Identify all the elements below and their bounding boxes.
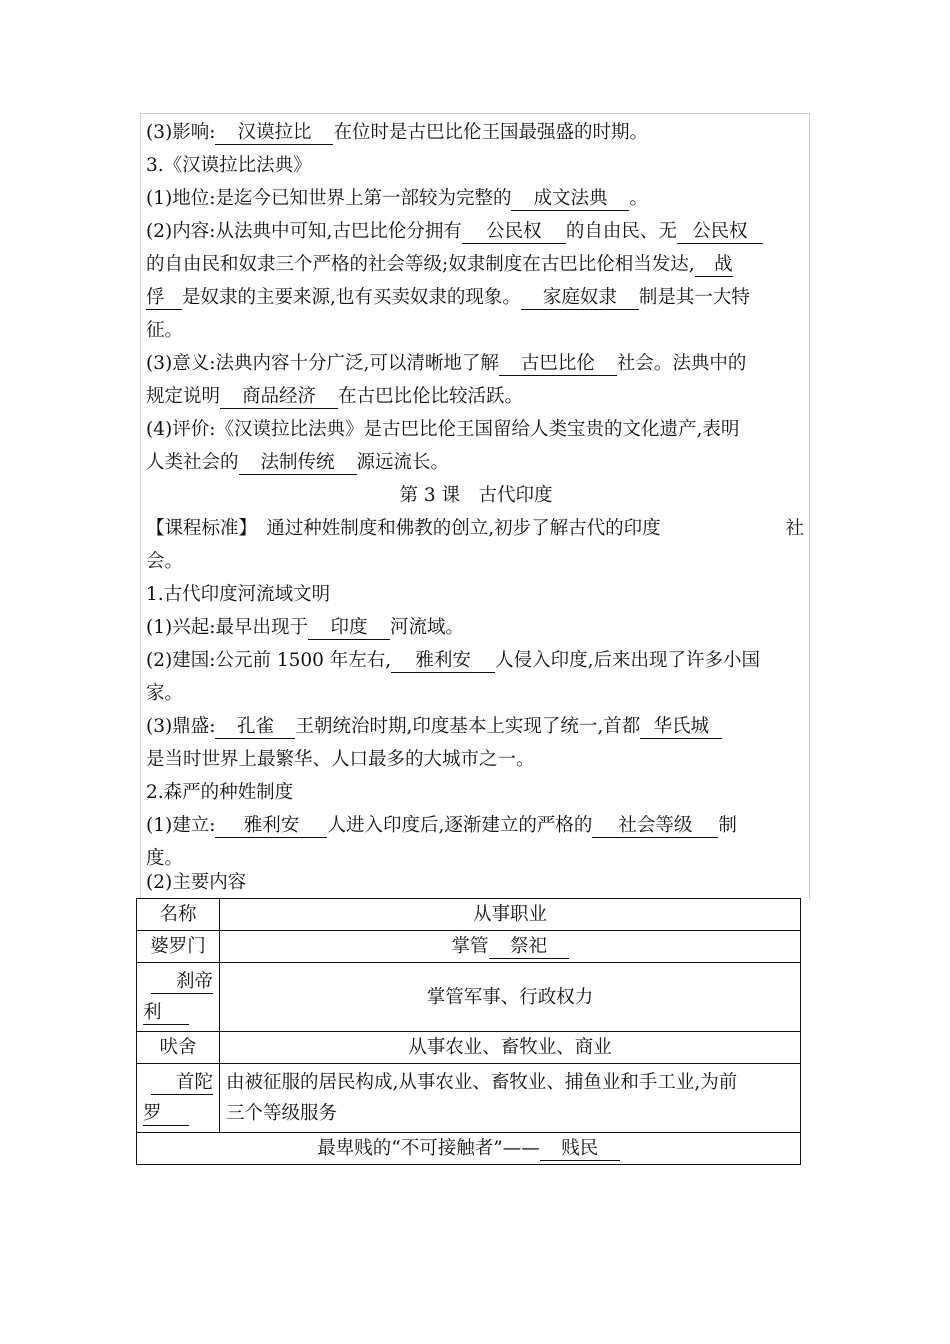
caste-job: 由被征服的居民构成,从事农业、畜牧业、捕鱼业和手工业,为前 三个等级服务 [220,1064,801,1133]
table-row [137,1032,801,1064]
line-evaluation: (4)评价:《汉谟拉比法典》是古巴比伦王国留给人类宝贵的文化遗产,表明 [146,419,740,440]
answer-blank: 法制传统 [239,452,357,475]
line-establish: (1)建立: 雅利安 人进入印度后,逐渐建立的严格的 社会等级 制 [146,815,737,836]
line-rise: (1)兴起:最早出现于 印度 河流域。 [146,617,464,638]
table-row [137,963,801,1032]
caste-name: 首陀 罗 [137,1064,220,1133]
line-establish-2: 度。 [146,848,184,869]
line-influence: (3)影响: 汉谟拉比 在位时是古巴比伦王国最强盛的时期。 [146,122,648,143]
table-footer-row [137,1133,801,1165]
line-founding: (2)建国:公元前 1500 年左右, 雅利安 人侵入印度,后来出现了许多小国 [146,650,761,671]
course-standard-2: 会。 [146,551,184,572]
answer-blank: 公民权 [677,221,763,244]
line-evaluation-2: 人类社会的 法制传统 源远流长。 [146,452,450,473]
answer-blank: 贱民 [540,1138,620,1161]
answer-blank: 雅利安 [215,815,327,838]
caste-name: 刹帝 利 [137,963,220,1032]
answer-blank: 祭祀 [489,936,569,959]
caste-name: 婆罗门 [137,931,220,963]
line-peak: (3)鼎盛: 孔雀 王朝统治时期,印度基本上实现了统一,首都 华氏城 [146,715,806,739]
answer-blank: 公民权 [462,221,566,244]
line-peak-2: 是当时世界上最繁华、人口最多的大城市之一。 [146,749,535,770]
line-significance-2: 规定说明 商品经济 在古巴比伦比较活跃。 [146,386,524,407]
caste-job: 掌管 祭祀 [220,931,801,963]
lesson-title: 第 3 课 古代印度 [399,485,553,506]
caste-name: 吠舍 [137,1032,220,1064]
table-header-row [137,899,801,931]
answer-blank: 雅利安 [391,650,495,673]
line-significance: (3)意义:法典内容十分广泛,可以清晰地了解 古巴比伦 社会。法典中的 [146,353,747,374]
answer-blank: 俘 [146,287,182,310]
line-content-2: 的自由民和奴隶三个严格的社会等级;奴隶制度在古巴比伦相当发达, 战 [146,254,733,275]
line-content-3: 俘 是奴隶的主要来源,也有买卖奴隶的现象。 家庭奴隶 制是其一大特 [146,287,750,308]
line-founding-2: 家。 [146,683,184,704]
line-main-content: (2)主要内容 [146,872,247,893]
answer-blank: 战 [695,254,733,277]
section-heading: 2.森严的种姓制度 [146,782,294,803]
untouchables: 最卑贱的“不可接触者”—— 贱民 [137,1133,801,1165]
answer-blank: 印度 [308,617,390,640]
line-content-4: 征。 [146,320,184,341]
answer-blank: 社会等级 [592,815,718,838]
line-content: (2)内容:从法典中可知,古巴比伦分拥有 公民权 的自由民、无 公民权 [146,220,806,244]
caste-job: 掌管军事、行政权力 [220,963,801,1032]
course-standard: 【课程标准】 通过种姓制度和佛教的创立,初步了解古代的印度 社 [146,518,804,539]
line-status: (1)地位:是迄今已知世界上第一部较为完整的 成文法典 。 [146,188,648,209]
header-name: 名称 [137,899,220,931]
answer-blank: 古巴比伦 [499,353,617,376]
section-heading: 3.《汉谟拉比法典》 [146,155,312,176]
answer-blank: 家庭奴隶 [521,287,639,310]
table-row [137,1064,801,1133]
caste-table [136,898,801,1165]
answer-blank: 华氏城 [640,716,722,739]
section-heading: 1.古代印度河流域文明 [146,584,331,605]
answer-blank: 成文法典 [511,188,629,211]
answer-blank: 孔雀 [215,716,295,739]
table-row [137,931,801,963]
answer-blank: 汉谟拉比 [215,122,333,145]
answer-blank: 商品经济 [220,386,338,409]
caste-job: 从事农业、畜牧业、商业 [220,1032,801,1064]
header-job: 从事职业 [220,899,801,931]
